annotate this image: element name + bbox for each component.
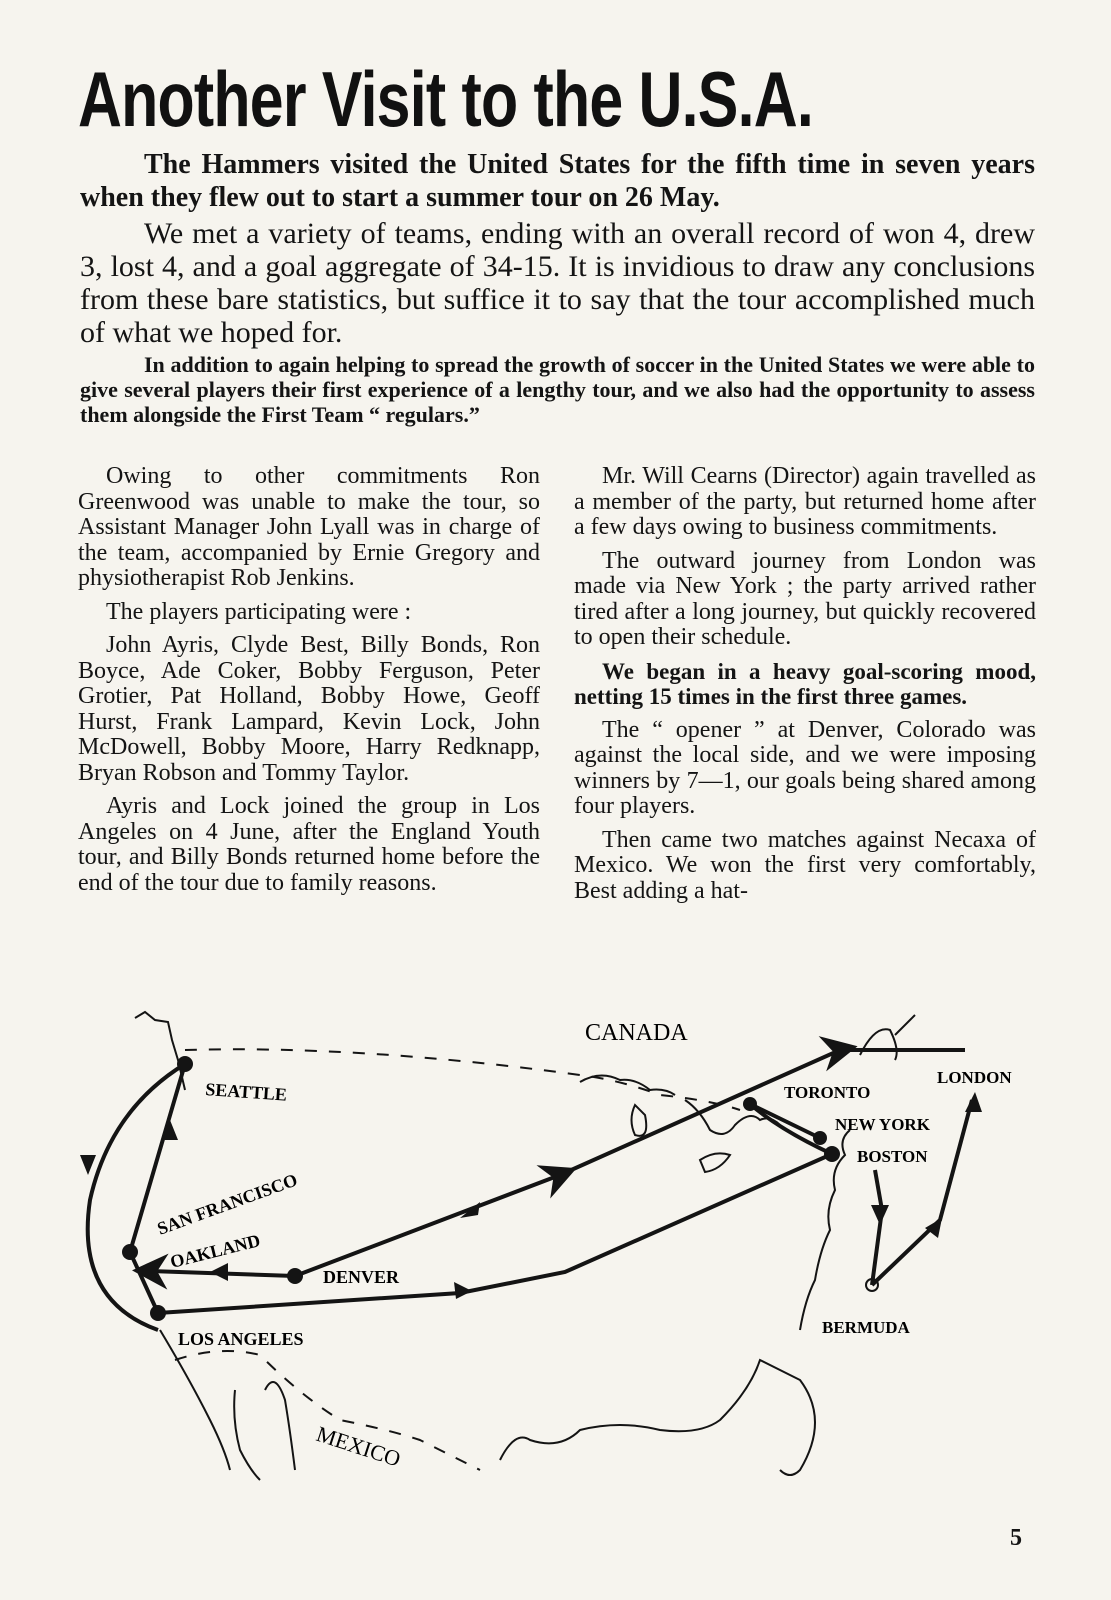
route-la-to-boston (158, 1154, 832, 1313)
label-san-francisco: SAN FRANCISCO (154, 1169, 300, 1239)
route-west-coast-loop (88, 1064, 185, 1330)
label-seattle: SEATTLE (204, 1079, 288, 1105)
arrow-down-coast (80, 1155, 96, 1175)
marker-san-francisco (122, 1244, 138, 1260)
marker-los-angeles (150, 1305, 166, 1321)
right-column (574, 464, 1036, 912)
paragraph-outward-journey: The outward journey from London was made via New York ; the party arrived rather tired after a long journey, but quickly recovered to open their schedule. (574, 547, 1036, 650)
paragraph-will-cearns: Mr. Will Cearns (Director) again travelled as a member of the party, but returned home after a few days owing to business commitments. (574, 463, 1036, 540)
paragraph-necaxa: Then came two matches against Necaxa of Mexico. We won the first very comfortably, Best adding a hat- (574, 826, 1036, 904)
label-los-angeles: LOS ANGELES (178, 1329, 304, 1349)
paragraph-goal-scoring: We began in a heavy goal-scoring mood, netting 15 times in the first three games. (574, 658, 1036, 709)
tour-route-map (60, 1000, 1060, 1500)
marker-new-york (813, 1131, 827, 1145)
marker-denver (287, 1268, 303, 1284)
label-canada: CANADA (585, 1020, 688, 1046)
arrow-to-london (965, 1092, 982, 1112)
intro-paragraph: We met a variety of teams, ending with an overall record of won 4, drew 3, lost 4, and a goal aggregate of 34-15. It is invidious to draw any conclusions from these bare statistics, but suffice it to say that the tour accomplished much of what we hoped for. (80, 217, 1035, 349)
label-denver: DENVER (323, 1267, 400, 1287)
marker-oakland (142, 1263, 158, 1279)
addition-paragraph: In addition to again helping to spread the growth of soccer in the United States we were able to give several players their first experience of a lengthy tour, and we also had the opportunity to assess them alongside the First Team “ regulars.” (80, 352, 1035, 427)
label-london: LONDON (937, 1068, 1012, 1087)
label-oakland: OAKLAND (168, 1230, 263, 1272)
route-boston-to-bermuda (872, 1170, 882, 1285)
label-bermuda: BERMUDA (822, 1318, 910, 1337)
paragraph-player-list: John Ayris, Clyde Best, Billy Bonds, Ron Boyce, Ade Coker, Bobby Ferguson, Peter Grotier, Pat Holland, Bobby Howe, Geoff Hurst, Frank Lampard, Kevin Lock, John McDowell, Bobby Moore, Harry Redknapp, Bryan Robson and Tommy Taylor. (78, 632, 540, 786)
paragraph-denver-opener: The “ opener ” at Denver, Colorado was against the local side, and we were imposing winners by 7—1, our goals being shared among four players. (574, 716, 1036, 819)
paragraph-commitments: Owing to other commitments Ron Greenwood was unable to make the tour, so Assistant Manager John Lyall was in charge of the team, accompanied by Ernie Gregory and physiotherapist Rob Jenkins. (78, 463, 540, 591)
marker-toronto (743, 1097, 757, 1111)
paragraph-players-intro: The players participating were : (106, 598, 412, 625)
label-boston: BOSTON (857, 1147, 928, 1166)
label-new-york: NEW YORK (835, 1115, 930, 1134)
label-mexico: MEXICO (313, 1420, 404, 1472)
marker-seattle (177, 1056, 193, 1072)
article-title: Another Visit to the U.S.A. (78, 55, 813, 143)
arrow-to-bermuda (871, 1205, 889, 1225)
left-column (78, 464, 540, 904)
marker-boston (824, 1146, 840, 1162)
arrow-east-la (454, 1282, 472, 1299)
page-number: 5 (1010, 1525, 1022, 1551)
arrow-toward-oakland (210, 1263, 228, 1281)
route-toronto-to-newyork (750, 1104, 820, 1138)
border-dashed-lines (175, 1049, 740, 1470)
label-toronto: TORONTO (784, 1083, 871, 1102)
arrow-bermuda-up (925, 1218, 942, 1238)
paragraph-ayris-lock: Ayris and Lock joined the group in Los Angeles on 4 June, after the England Youth tour, and Billy Bonds returned home before the end of the tour due to family reasons. (78, 793, 540, 896)
intro-lead: The Hammers visited the United States for the fifth time in seven years when they flew out to start a summer tour on 26 May. (80, 149, 1035, 213)
